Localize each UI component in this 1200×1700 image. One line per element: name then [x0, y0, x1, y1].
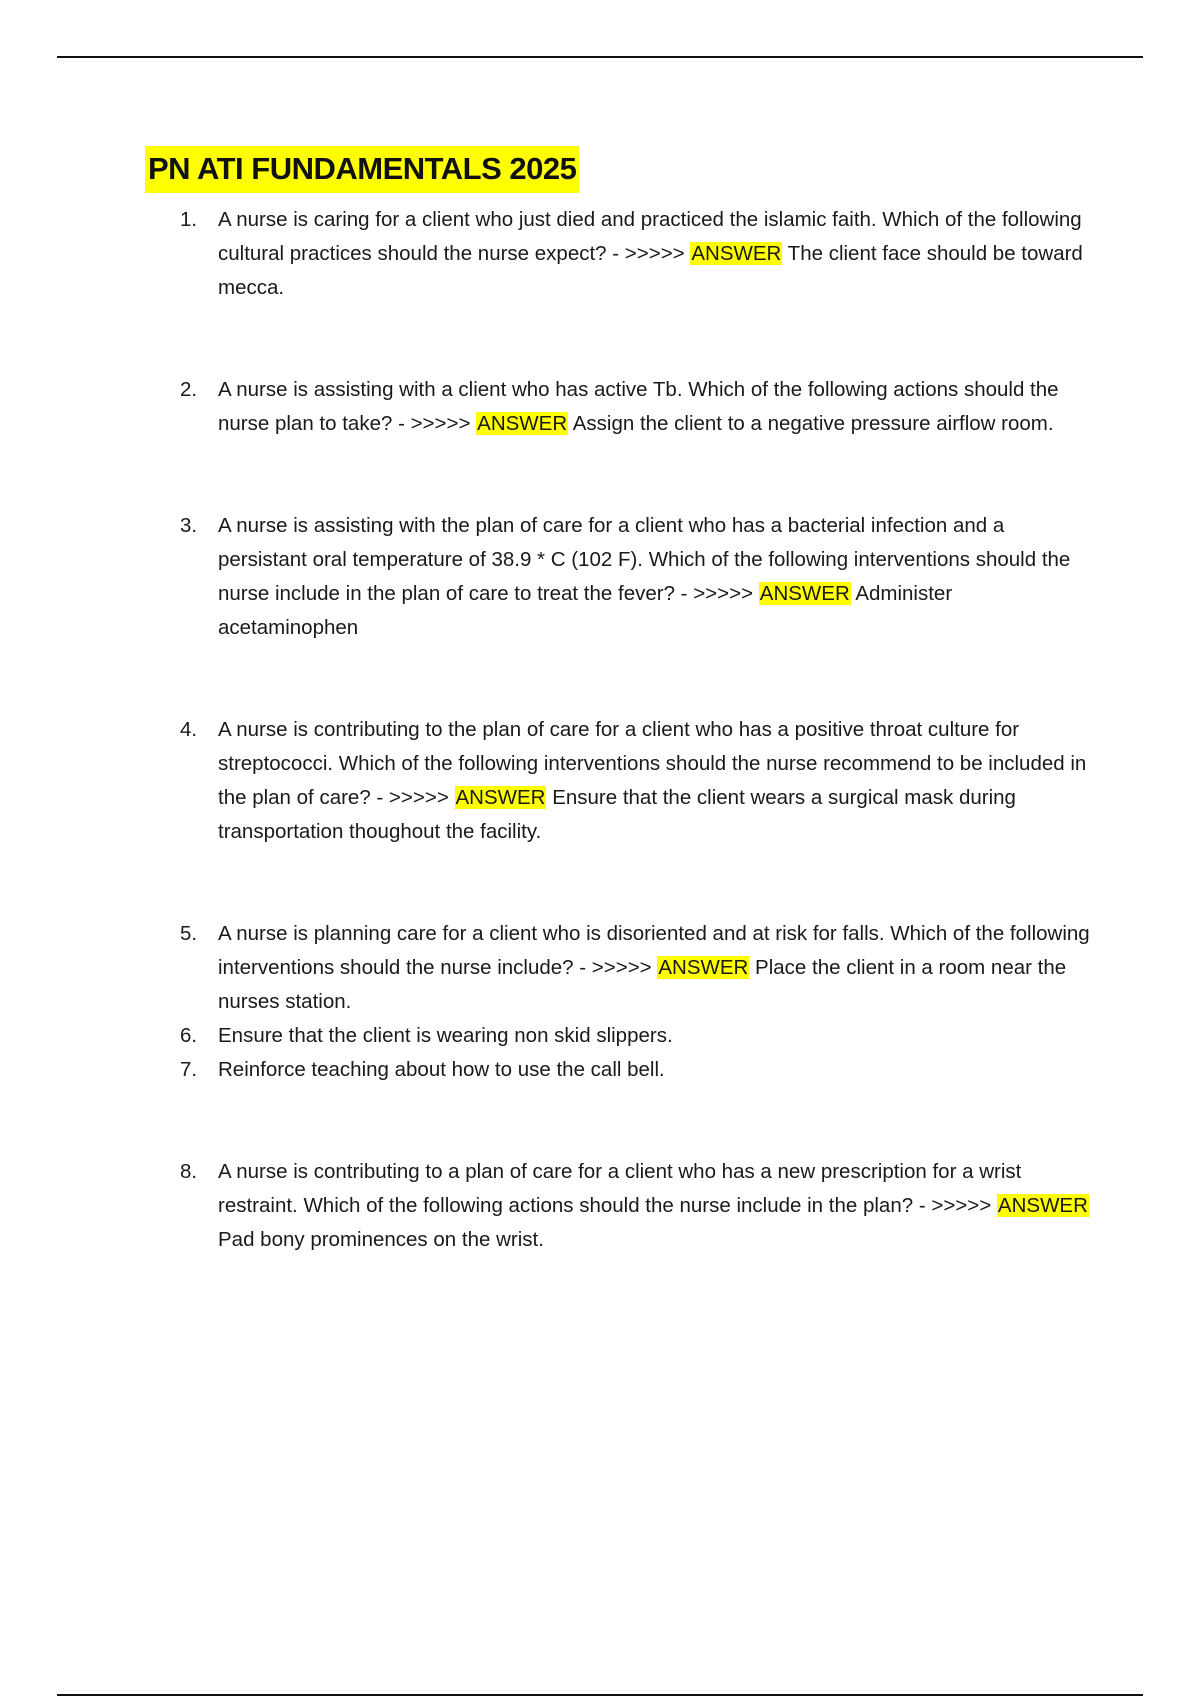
question-text: A nurse is assisting with the plan of care for a client who has a bacterial infection and a persistant oral temperature of 38.9 * C (102 F). Which of the following interventions should the nurse include in the plan of care to treat the fever? - >>>>>	[218, 514, 1071, 605]
footer-rule	[57, 1694, 1143, 1696]
question-number: 8.	[180, 1160, 198, 1183]
answer-label: ANSWER	[759, 582, 850, 605]
answer-text: Pad bony prominences on the wrist.	[218, 1228, 544, 1251]
answer-label: ANSWER	[691, 242, 782, 265]
question-text: A nurse is contributing to a plan of care for a client who has a new prescription for a wrist restraint. Which of the following actions should the nurse include in the plan? - >>>>>	[218, 1160, 1022, 1217]
answer-text: Administer acetaminophen	[218, 582, 953, 639]
item-text: Reinforce teaching about how to use the call bell.	[218, 1058, 665, 1081]
answer-label: ANSWER	[455, 786, 546, 809]
question-item-4	[145, 713, 1095, 849]
answer-label: ANSWER	[658, 956, 749, 979]
question-text: A nurse is assisting with a client who has active Tb. Which of the following actions should the nurse plan to take? - >>>>>	[218, 378, 1059, 435]
question-number: 5.	[180, 922, 198, 945]
question-list	[145, 203, 1095, 1257]
question-text: A nurse is caring for a client who just died and practiced the islamic faith. Which of the following cultural practices should the nurse expect? - >>>>>	[218, 208, 1082, 265]
document-title: PN ATI FUNDAMENTALS 2025	[145, 146, 579, 193]
question-number: 6.	[180, 1024, 198, 1047]
question-number: 2.	[180, 378, 198, 401]
question-item-7	[145, 1053, 1095, 1087]
answer-text: The client face should be toward mecca.	[218, 242, 1083, 299]
answer-text: Place the client in a room near the nurses station.	[218, 956, 1067, 1013]
document-body	[145, 146, 1095, 1257]
question-item-1	[145, 203, 1095, 305]
question-item-8	[145, 1155, 1095, 1257]
question-item-2	[145, 373, 1095, 441]
answer-text: Ensure that the client wears a surgical mask during transportation thoughout the facility.	[218, 786, 1016, 843]
question-number: 1.	[180, 208, 198, 231]
item-text: Ensure that the client is wearing non skid slippers.	[218, 1024, 673, 1047]
question-number: 7.	[180, 1058, 198, 1081]
question-number: 4.	[180, 718, 198, 741]
answer-text: Assign the client to a negative pressure airflow room.	[572, 412, 1054, 435]
question-item-3	[145, 509, 1095, 645]
answer-label: ANSWER	[477, 412, 568, 435]
header-rule	[57, 56, 1143, 58]
question-item-5	[145, 917, 1095, 1019]
question-number: 3.	[180, 514, 198, 537]
answer-label: ANSWER	[997, 1194, 1088, 1217]
question-text: A nurse is contributing to the plan of care for a client who has a positive throat culture for streptococci. Which of the following interventions should the nurse recommend to be included in the plan of care? - >>>>>	[218, 718, 1087, 809]
question-item-6	[145, 1019, 1095, 1053]
question-text: A nurse is planning care for a client who is disoriented and at risk for falls. Which of the following interventions should the nurse include? - >>>>>	[218, 922, 1090, 979]
